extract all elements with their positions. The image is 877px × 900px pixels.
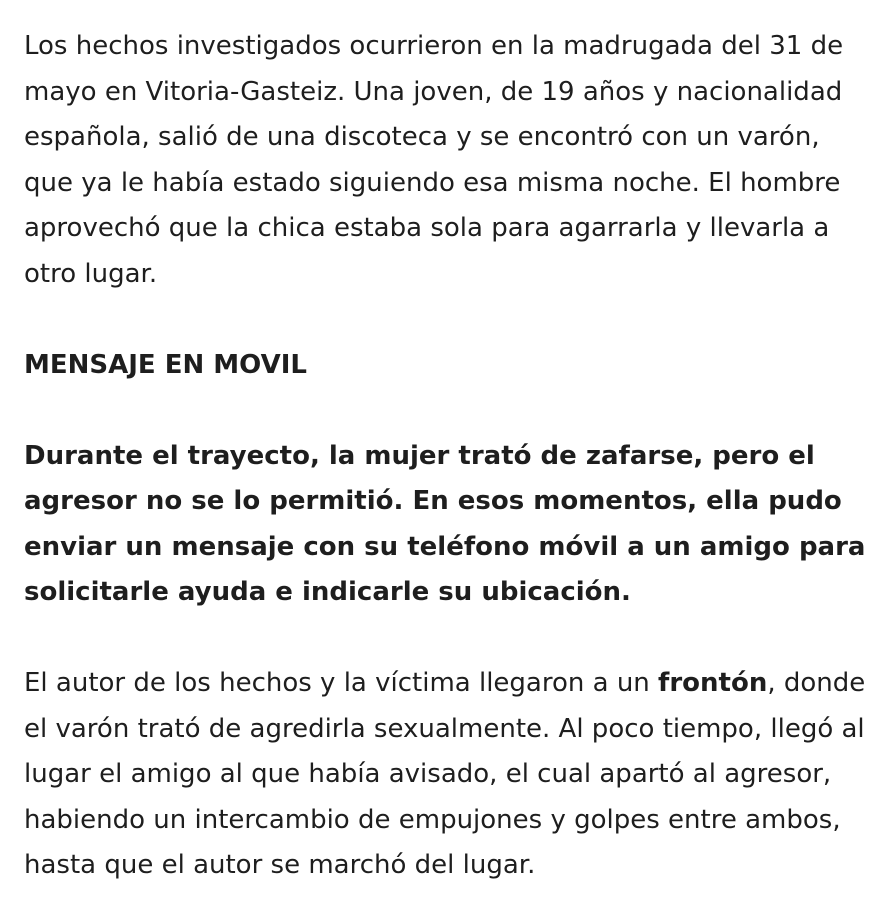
paragraph-fronton-end: , donde el varón trató de agredirla sexualmente. Al poco tiempo, llegó al lugar el amigo al que había avisado, el cual apartó al agresor, habiendo un intercambio de empujones y golpes entre ambos, hasta que el autor se marchó del lugar. [24, 668, 866, 880]
fronton-bold-text: frontón [658, 668, 768, 698]
paragraph-intro: Los hechos investigados ocurrieron en la madrugada del 31 de mayo en Vitoria-Gasteiz. Una joven, de 19 años y nacionalidad española, salió de una discoteca y se encontró con un varón, que ya le había estado siguiendo esa misma noche. El hombre aprovechó que la chica estaba sola para agarrarla y llevarla a otro lugar. [24, 31, 844, 289]
section-heading: MENSAJE EN MOVIL [24, 349, 307, 380]
paragraph-bold-lead: Durante el trayecto, la mujer trató de zafarse, pero el agresor no se lo permitió. En esos momentos, ella pudo enviar un mensaje con su teléfono móvil a un amigo para solicitarle ayuda e indicarle su ubicación. [24, 440, 866, 607]
paragraph-fronton [24, 661, 869, 889]
paragraph-fronton-start: El autor de los hechos y la víctima llegaron a un [24, 668, 659, 698]
